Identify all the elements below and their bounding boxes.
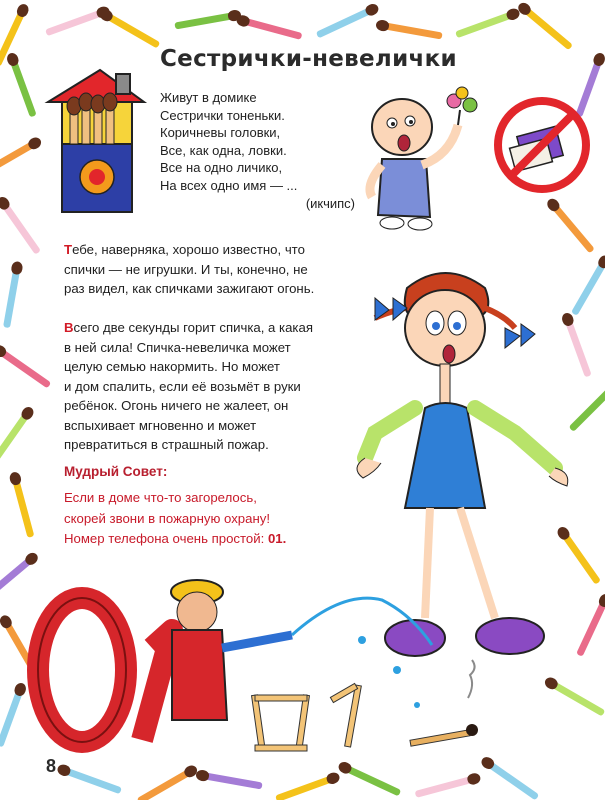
advice-line: [64, 529, 286, 550]
paragraph-line: целую семью накормить. Но может: [64, 359, 280, 374]
paragraph-main: [64, 318, 313, 455]
phone-number: 01.: [267, 531, 287, 546]
paragraph-intro: [64, 240, 314, 299]
advice-line: скорей звони в пожарную охрану!: [64, 510, 271, 526]
poem-line: Сестрички тоненьки.: [160, 107, 285, 123]
paragraph-text: ебе, наверняка, хорошо известно, что: [72, 242, 305, 257]
paragraph-line: и дом спалить, если её возьмёт в руки: [64, 378, 301, 394]
paragraph-line: раз видел, как спичками зажигают огонь.: [64, 281, 315, 296]
drop-cap: Т: [64, 242, 73, 257]
baby-with-rattle: [360, 85, 490, 235]
drop-cap: В: [64, 320, 74, 335]
advice-heading: Мудрый Совет:: [64, 464, 168, 479]
paragraph-line: [64, 318, 313, 338]
matches-01: [250, 660, 580, 760]
poem-line: На всех одно имя — ...: [160, 177, 298, 193]
page-title: Сестрички-невелички: [160, 46, 457, 72]
riddle-poem: [160, 89, 360, 212]
poem-line: Коричневы головки,: [160, 125, 281, 141]
poem-line: Живут в домике: [160, 90, 257, 105]
paragraph-line: вспыхивает мгновенно и может: [64, 417, 257, 433]
poem-line: Все на одно личико,: [160, 160, 283, 176]
paragraph-line: ребёнок. Огонь ничего не жалеет, он: [64, 398, 289, 413]
advice-phone-prefix: Номер телефона очень простой:: [64, 531, 268, 546]
advice-text: [64, 488, 286, 550]
paragraph-line: спички — не игрушки. И ты, конечно, не: [64, 261, 308, 277]
page-number: 8: [46, 756, 57, 776]
paragraph-text: сего две секунды горит спичка, а какая: [73, 320, 313, 335]
no-matches-sign-icon: [492, 95, 592, 195]
paragraph-line: превратиться в страшный пожар.: [64, 437, 269, 452]
poem-line: Все, как одна, ловки.: [160, 142, 287, 158]
advice-line: Если в доме что-то загорелось,: [64, 490, 257, 505]
paragraph-line: [64, 240, 314, 260]
riddle-answer: (икчипс): [305, 195, 355, 211]
matchbox-house-icon: [40, 62, 155, 222]
paragraph-line: в ней сила! Спичка-невеличка может: [64, 339, 291, 355]
